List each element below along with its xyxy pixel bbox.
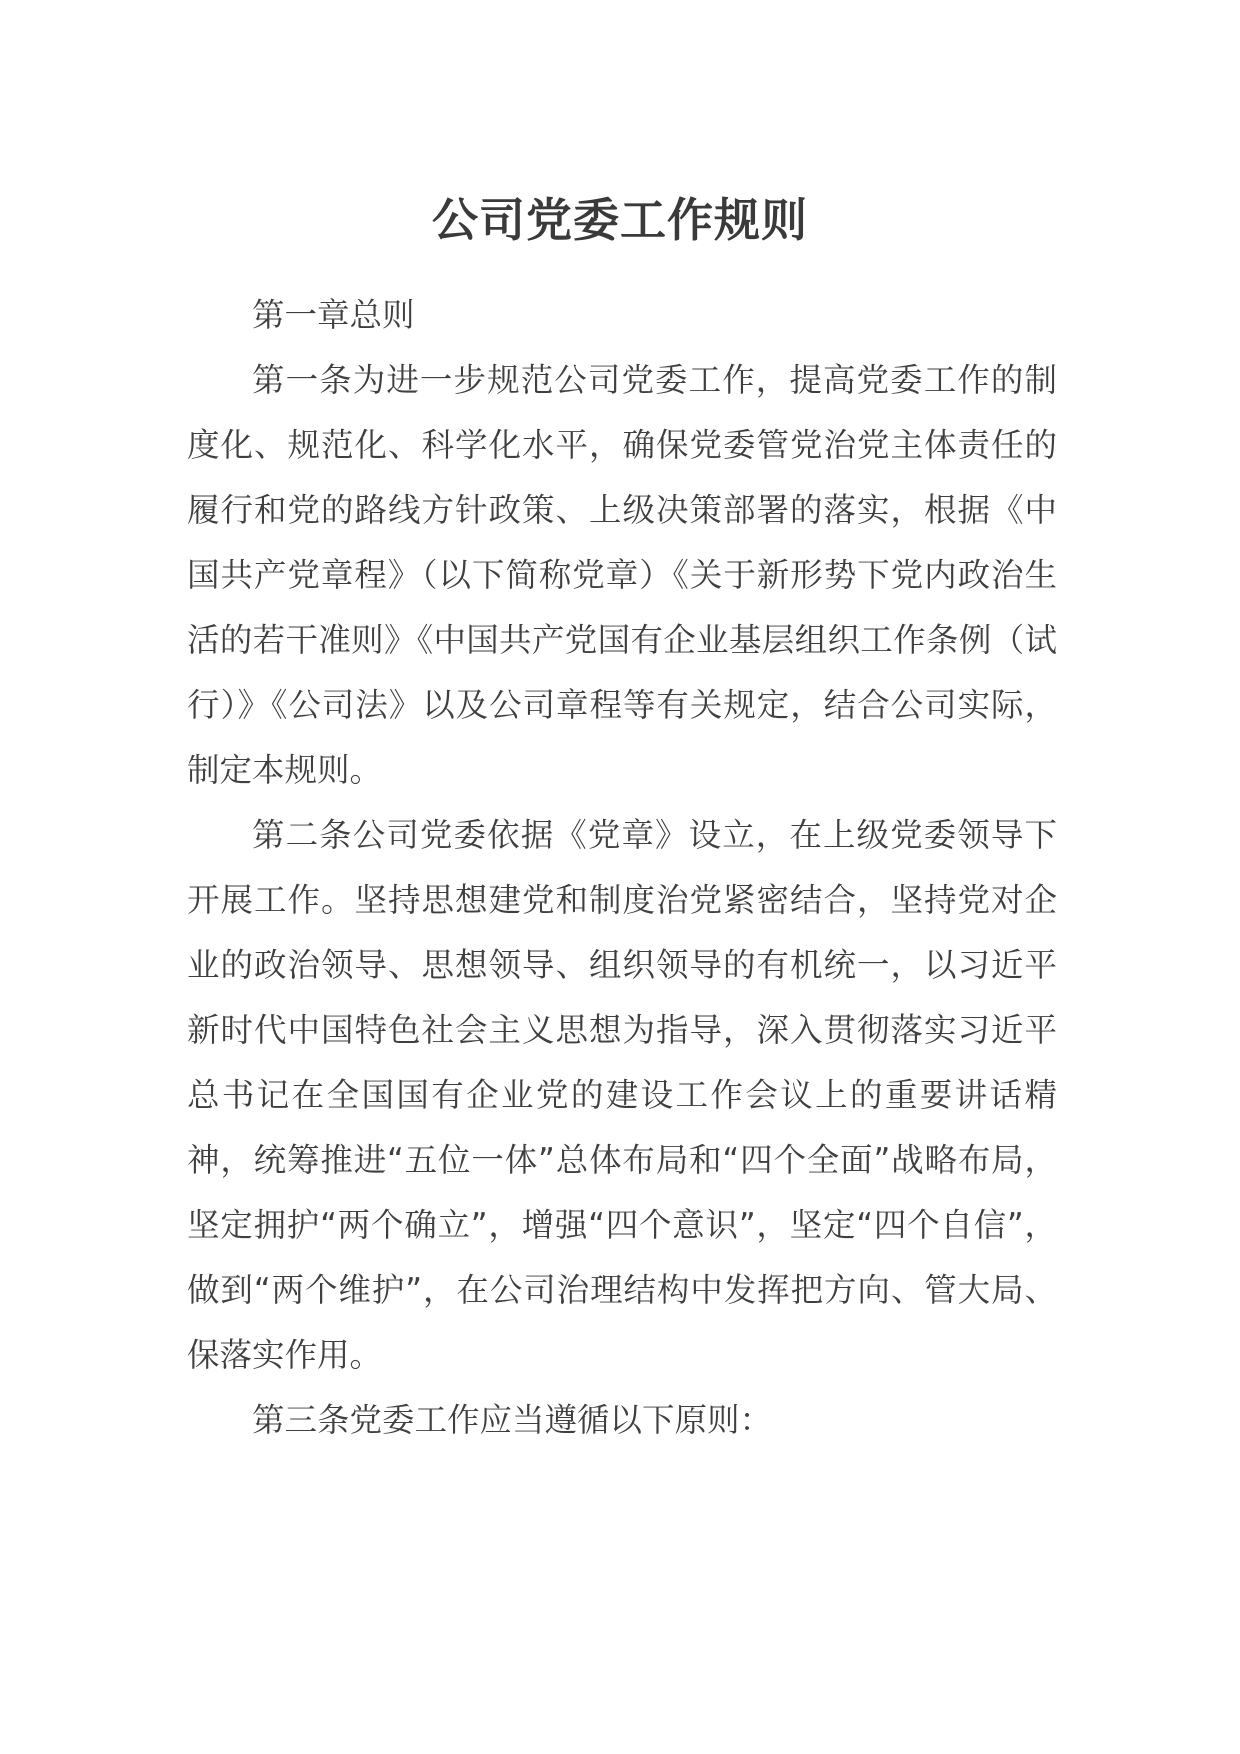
article-2-paragraph: 第二条公司党委依据《党章》设立，在上级党委领导下开展工作。坚持思想建党和制度治党紧密结合，坚持党对企业的政治领导、思想领导、组织领导的有机统一，以习近平新时代中国特色社会主义思想为指导，深入贯彻落实习近平总书记在全国国有企业党的建设工作会议上的重要讲话精神，统筹推进“五位一体”总体布局和“四个全面”战略布局，坚定拥护“两个确立”，增强“四个意识”，坚定“四个自信”，做到“两个维护”，在公司治理结构中发挥把方向、管大局、保落实作用。 [187, 816, 1057, 1374]
article-3-paragraph: 第三条党委工作应当遵循以下原则： [252, 1401, 773, 1439]
article-1-paragraph: 第一条为进一步规范公司党委工作，提高党委工作的制度化、规范化、科学化水平，确保党委管党治党主体责任的履行和党的路线方针政策、上级决策部署的落实，根据《中国共产党章程》（以下简称党章）《关于新形势下党内政治生活的若干准则》《中国共产党国有企业基层组织工作条例（试行）》《公司法》以及公司章程等有关规定，结合公司实际，制定本规则。 [187, 361, 1057, 789]
document-title: 公司党委工作规则 [432, 193, 808, 247]
document-body [187, 283, 1057, 1453]
chapter-heading: 第一章总则 [252, 296, 415, 334]
